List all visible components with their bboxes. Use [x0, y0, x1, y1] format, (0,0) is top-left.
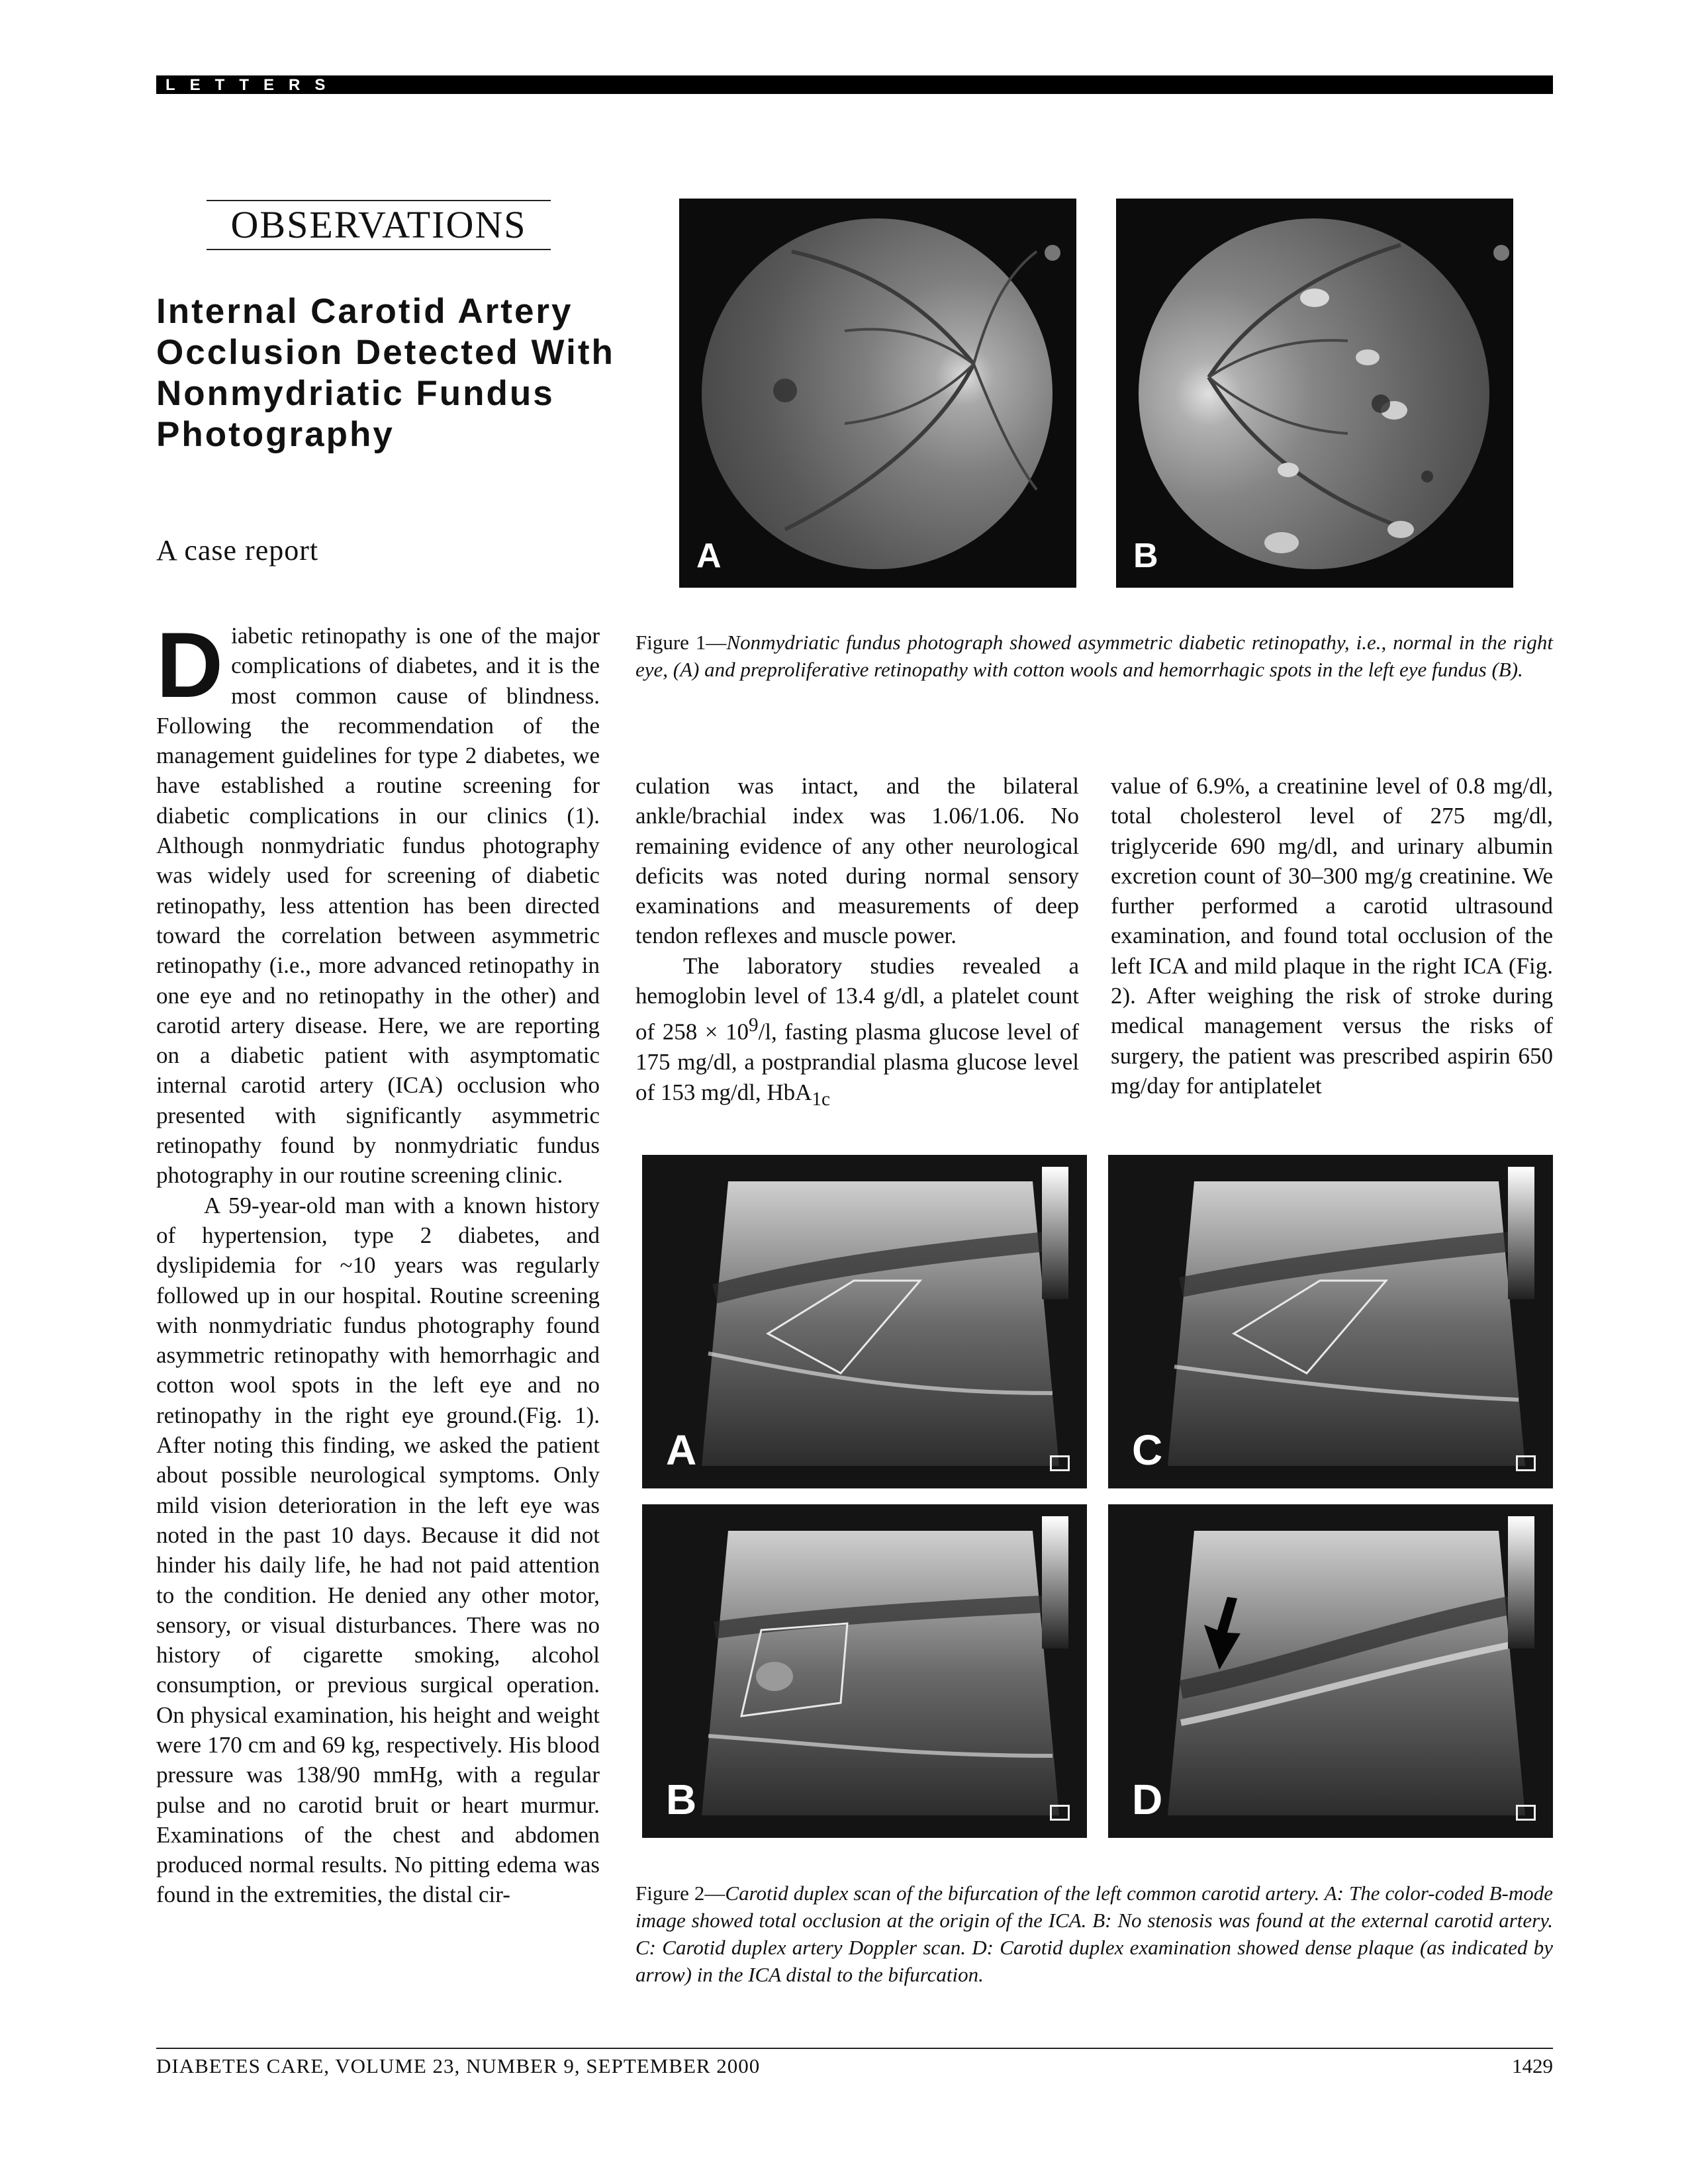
retinal-vessels [679, 199, 1076, 588]
ultrasound-panel-d [1108, 1504, 1553, 1838]
scale-marker [1516, 1455, 1536, 1471]
article-title: Internal Carotid Artery Occlusion Detected With Nonmydriatic Fundus Photography [156, 292, 615, 454]
scale-marker [1516, 1805, 1536, 1821]
figure-2-caption [635, 1880, 1553, 1988]
text-column-2 [635, 771, 1079, 1115]
paragraph [635, 951, 1079, 1115]
caption-text: Nonmydriatic fundus photograph showed asymmetric diabetic retinopathy, i.e., normal in the right eye, (A) and preproliferative retinopathy with cotton wools and hemorrhagic spots in the left eye fundus (B). [635, 631, 1554, 681]
ultrasound-scan [642, 1504, 1087, 1838]
drop-cap: D [156, 613, 224, 717]
panel-label-a: A [666, 1426, 697, 1474]
footer-rule [156, 2048, 1553, 2049]
panel-label-d: D [1132, 1776, 1163, 1823]
panel-label-a: A [696, 537, 722, 575]
caption-label: Figure 2— [635, 1882, 726, 1905]
text-column-3 [1111, 771, 1553, 1101]
article-subtitle: A case report [156, 534, 319, 567]
paragraph-text: /l, fasting plasma glucose level of 175 mg/dl, a postprandial plasma glucose level of 153 mg/dl, HbA [635, 1019, 1079, 1105]
gray-scale-bar [1042, 1167, 1068, 1299]
scale-marker [1050, 1805, 1070, 1821]
paragraph: culation was intact, and the bilateral ankle/brachial index was 1.06/1.06. No remaining evidence of any other neurological deficits was noted during normal sensory examinations and measurements of deep tendon reflexes and muscle power. [635, 773, 1079, 949]
caption-label: Figure 1— [635, 631, 727, 654]
paragraph: A 59-year-old man with a known history of hypertension, type 2 diabetes, and dyslipidemia for ~10 years was regularly followed up in our hospital. Routine screening with nonmydriatic fundus photography found asymmetric retinopathy with hemorrhagic and cotton wool spots in the left eye and no retinopathy in the right eye ground.(Fig. 1). After noting this finding, we asked the patient about possible neurological symptoms. Only mild vision deterioration in the left eye was noted in the past 10 days. Because it did not hinder his daily life, he had not paid attention to the condition. He denied any other motor, sensory, or visual disturbances. There was no history of cigarette smoking, alcohol consumption, or previous surgical operation. On physical examination, his height and weight were 170 cm and 69 kg, respectively. His blood pressure was 138/90 mmHg, with a regular pulse and no carotid bruit or heart murmur. Examinations of the chest and abdomen produced normal results. No pitting edema was found in the extremities, the distal cir- [156, 1192, 600, 1908]
ultrasound-panel-b [642, 1504, 1087, 1838]
gray-scale-bar [1508, 1167, 1534, 1299]
retinal-vessels [1116, 199, 1513, 588]
section-title: OBSERVATIONS [207, 200, 551, 250]
footer-journal: DIABETES CARE, VOLUME 23, NUMBER 9, SEPTEMBER 2000 [156, 2054, 761, 2077]
fundus-photo-right-eye [679, 199, 1076, 588]
subscript: 1c [812, 1088, 830, 1110]
ultrasound-scan [1108, 1504, 1553, 1838]
ultrasound-figure [642, 1155, 1553, 1838]
paragraph [156, 613, 600, 1191]
ultrasound-scan [642, 1155, 1087, 1488]
section-label: LETTERS [165, 75, 350, 94]
header-bar [156, 75, 1553, 94]
panel-label-b: B [666, 1776, 697, 1823]
caption-text: Carotid duplex scan of the bifurcation of the left common carotid artery. A: The color-coded B-mode image showed total occlusion at the origin of the ICA. B: No stenosis was found at the external carotid artery. C: Carotid duplex artery Doppler scan. D: Carotid duplex examination showed dense plaque (as indicated by arrow) in the ICA distal to the bifurcation. [635, 1882, 1553, 1986]
page-number: 1429 [1512, 2054, 1553, 2077]
fundus-tab-marker [1493, 245, 1509, 261]
scale-marker [1050, 1455, 1070, 1471]
panel-label-b: B [1133, 537, 1158, 575]
ultrasound-panel-a [642, 1155, 1087, 1488]
panel-label-c: C [1132, 1426, 1163, 1474]
gray-scale-bar [1042, 1516, 1068, 1649]
ultrasound-scan [1108, 1155, 1553, 1488]
text-column-1 [156, 613, 600, 1910]
ultrasound-panel-c [1108, 1155, 1553, 1488]
fundus-photo-left-eye [1116, 199, 1513, 588]
paragraph-text: iabetic retinopathy is one of the major complications of diabetes, and it is the most common cause of blindness. Following the recommendation of the management guidelines for type 2 diabetes, we have established a routine screening for diabetic complications in our clinics (1). Although nonmydriatic fundus photography was widely used for screening of diabetic retinopathy, less attention has been directed toward the correlation between asymmetric retinopathy (i.e., more advanced retinopathy in one eye and no retinopathy in the other) and carotid artery disease. Here, we are reporting on a diabetic patient with asymptomatic internal carotid artery (ICA) occlusion who presented with significantly asymmetric retinopathy found by nonmydriatic fundus photography in our routine screening clinic. [156, 623, 600, 1189]
gray-scale-bar [1508, 1516, 1534, 1649]
figure-1-caption [635, 629, 1553, 683]
paragraph-text: The laboratory studies revealed a hemoglobin level of 13.4 g/dl, a platelet count of 258 × 10 [635, 952, 1079, 1046]
superscript: 9 [749, 1015, 759, 1036]
fundus-tab-marker [1045, 245, 1060, 261]
paragraph: value of 6.9%, a creatinine level of 0.8 mg/dl, total cholesterol level of 275 mg/dl, triglyceride 690 mg/dl, and urinary albumin excretion count of 30–300 mg/g creatinine. We further performed a carotid ultrasound examination, and found total occlusion of the left ICA and mild plaque in the right ICA (Fig. 2). After weighing the risk of stroke during medical management versus the risks of surgery, the patient was prescribed aspirin 650 mg/day for antiplatelet [1111, 773, 1553, 1099]
